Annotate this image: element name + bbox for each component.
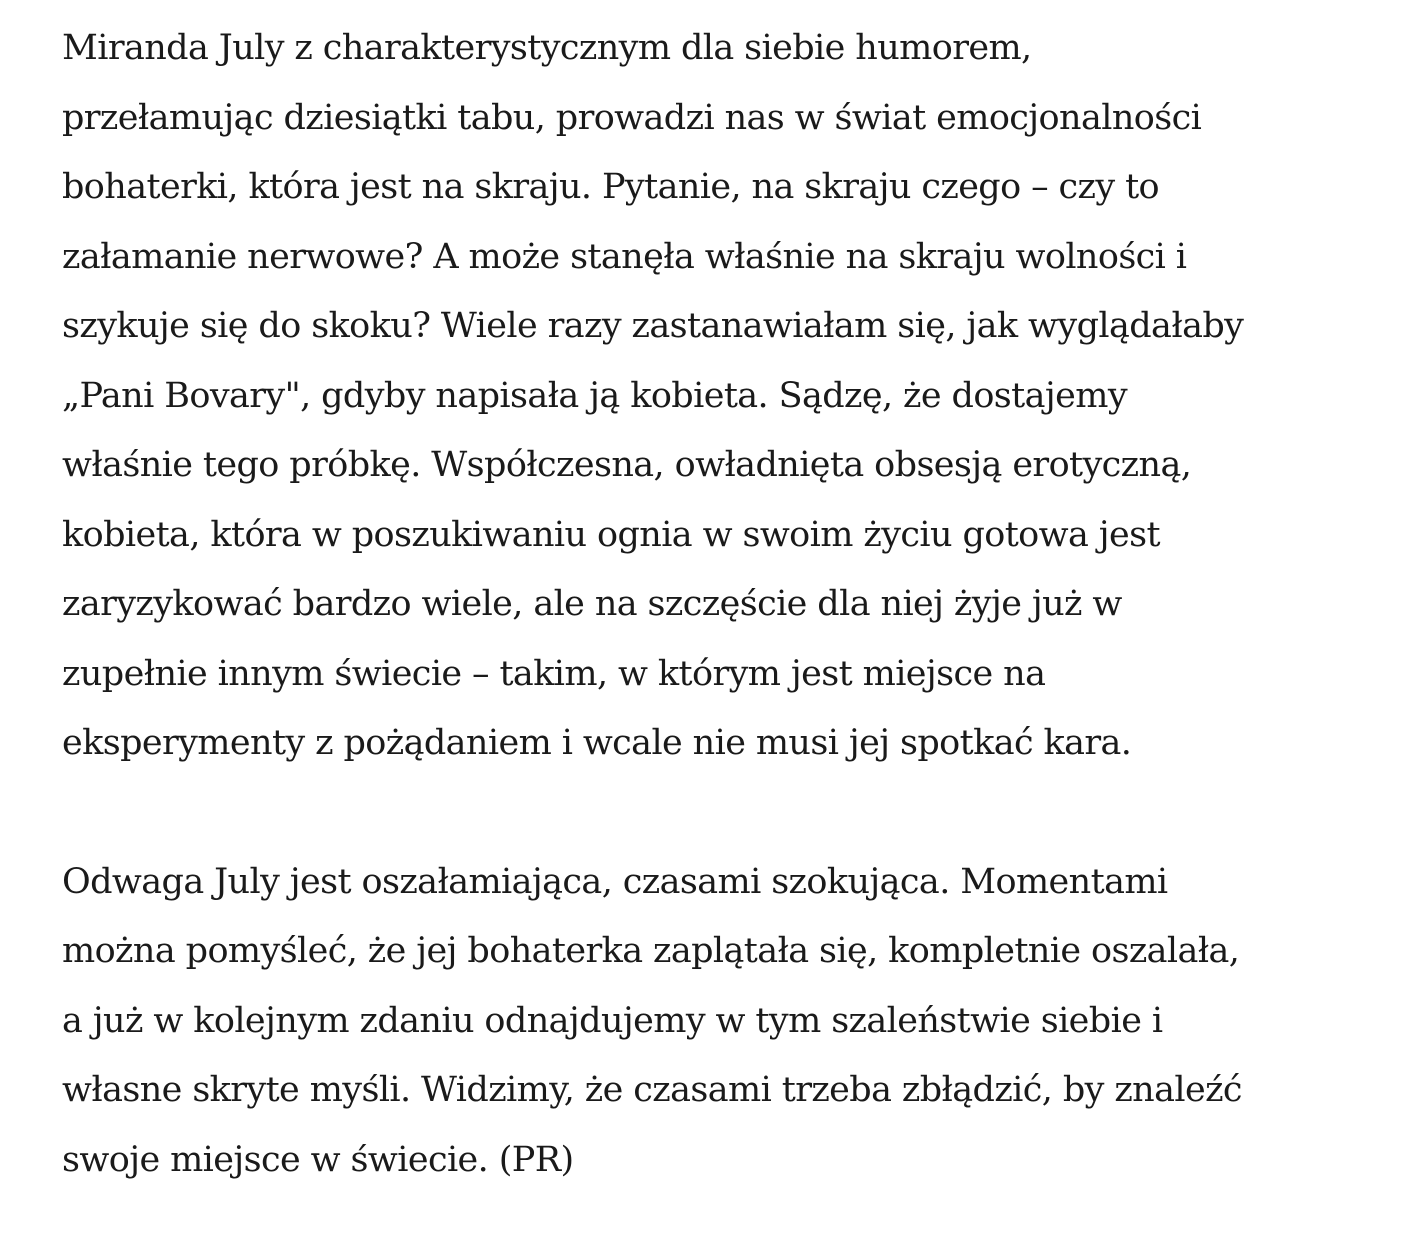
text-line: kobieta, która w poszukiwaniu ognia w swoim życiu gotowa jest	[62, 514, 1160, 555]
text-line: swoje miejsce w świecie. (PR)	[62, 1139, 574, 1180]
text-line: zaryzykować bardzo wiele, ale na szczęście dla niej żyje już w	[62, 584, 1122, 624]
text-line: Odwaga July jest oszałamiająca, czasami szokująca. Momentami	[62, 861, 1168, 902]
text-line: eksperymenty z pożądaniem i wcale nie musi jej spotkać kara.	[62, 723, 1132, 763]
text-line: można pomyśleć, że jej bohaterka zaplątała się, kompletnie oszalała,	[62, 931, 1240, 971]
text-line: przełamując dziesiątki tabu, prowadzi nas w świat emocjonalności	[62, 97, 1202, 138]
text-line: własne skryte myśli. Widzimy, że czasami trzeba zbłądzić, by znaleźć	[62, 1070, 1242, 1110]
paragraph-spacer	[62, 779, 1362, 848]
text-line: bohaterki, która jest na skraju. Pytanie, na skraju czego – czy to	[62, 167, 1160, 207]
paragraph-1	[62, 14, 1362, 779]
text-line: „Pani Bovary", gdyby napisała ją kobieta. Sądzę, że dostajemy	[62, 375, 1128, 416]
text-line: zupełnie innym świecie – takim, w którym jest miejsce na	[62, 653, 1046, 694]
text-line: szykuje się do skoku? Wiele razy zastanawiałam się, jak wyglądałaby	[62, 306, 1244, 346]
text-line: załamanie nerwowe? A może stanęła właśnie na skraju wolności i	[62, 236, 1187, 277]
text-line: Miranda July z charakterystycznym dla siebie humorem,	[62, 28, 1032, 68]
paragraph-2	[62, 848, 1362, 1196]
text-line: a już w kolejnym zdaniu odnajdujemy w tym szaleństwie siebie i	[62, 1000, 1163, 1041]
text-line: właśnie tego próbkę. Współczesna, owładnięta obsesją erotyczną,	[62, 445, 1192, 485]
article-body	[62, 14, 1362, 1195]
